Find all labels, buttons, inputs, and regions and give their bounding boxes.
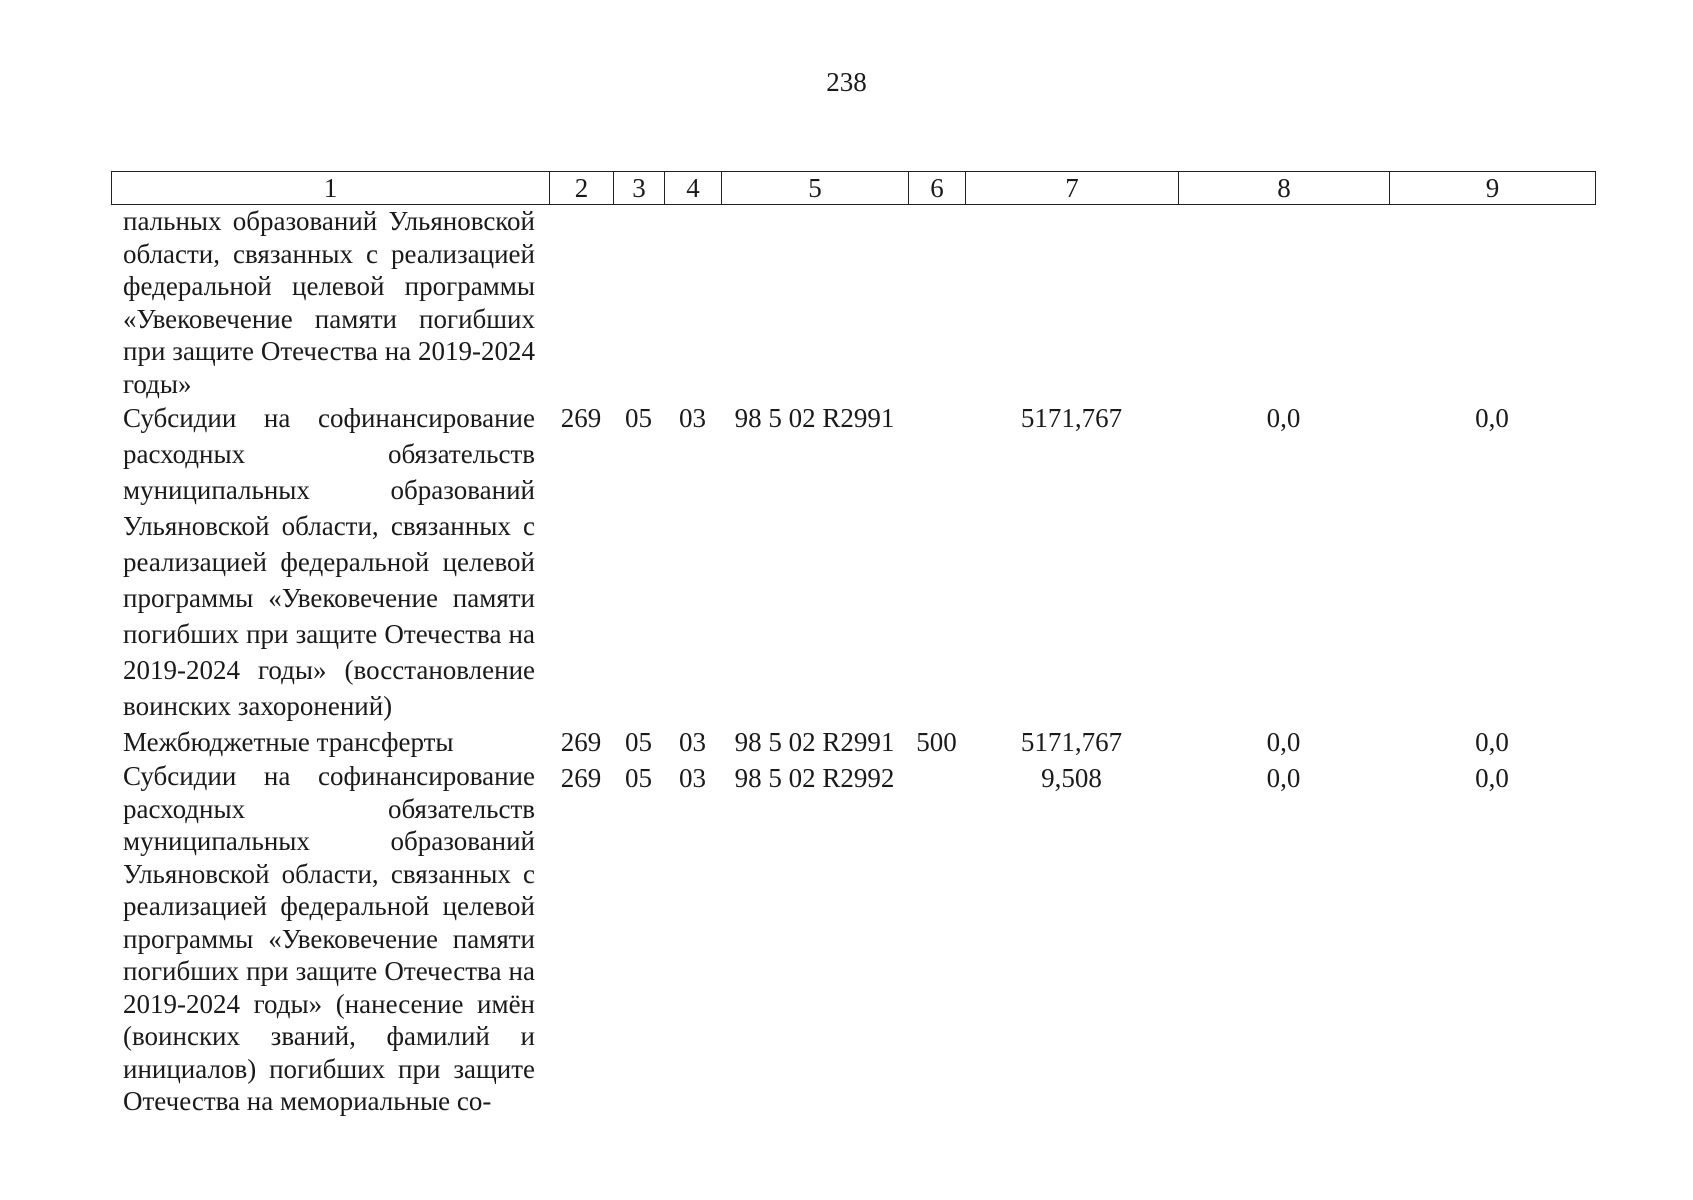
cell-section <box>613 205 664 400</box>
cell-amount-9 <box>1389 205 1595 400</box>
cell-ministry: 269 <box>560 403 602 433</box>
cell-section: 05 <box>625 727 652 757</box>
cell-target-article: 98 5 02 R2991 <box>734 403 895 433</box>
column-header-7: 7 <box>966 172 1179 205</box>
column-header-4: 4 <box>665 172 722 205</box>
cell-section: 05 <box>625 403 652 433</box>
cell-target-article <box>721 205 908 400</box>
cell-expense-type: 500 <box>916 727 957 757</box>
cell-target-article: 98 5 02 R2992 <box>734 763 895 793</box>
cell-subsection <box>664 205 721 400</box>
cell-target-article: 98 5 02 R2991 <box>734 727 895 757</box>
cell-amount-8: 0,0 <box>1266 403 1301 433</box>
cell-subsection: 03 <box>679 403 706 433</box>
column-header-5: 5 <box>722 172 909 205</box>
cell-amount-8: 0,0 <box>1266 727 1301 757</box>
cell-amount-9: 0,0 <box>1475 403 1509 433</box>
page-number: 238 <box>826 67 867 97</box>
cell-amount-8: 0,0 <box>1266 763 1301 793</box>
row-name: Субсидии на софинансирование расходных обязательств муниципальных образований Ульяновской области, связанных с реализацией федеральной целевой программы «Увековечение памяти погибших при защите Отечества на 2019-2024 годы» (нанесение имён (воинских званий, фамилий и инициалов) погибших при защите Отечества на мемориальные со- <box>123 761 535 1116</box>
row-name: пальных образований Ульяновской области, связанных с реализацией федеральной целевой программы «Увековечение памяти погибших при защите Отечества на 2019-2024 годы» <box>123 206 535 399</box>
table-row <box>111 400 1595 724</box>
row-name: Субсидии на софинансирование расходных обязательств муниципальных образований Ульяновской области, связанных с реализацией федеральной целевой программы «Увековечение памяти погибших при защите Отечества на 2019-2024 годы» (восстановление воинских захоронений) <box>123 403 535 721</box>
column-header-6: 6 <box>909 172 966 205</box>
column-header-3: 3 <box>614 172 665 205</box>
table-header <box>111 171 1596 205</box>
cell-amount-8 <box>1178 205 1389 400</box>
cell-ministry <box>549 205 613 400</box>
table-row <box>111 760 1595 1118</box>
cell-amount-7: 5171,767 <box>1020 727 1123 757</box>
column-header-9: 9 <box>1390 172 1596 205</box>
cell-amount-7 <box>965 205 1178 400</box>
table-row <box>111 724 1595 760</box>
table-row <box>111 205 1595 400</box>
cell-section: 05 <box>625 763 652 793</box>
column-header-8: 8 <box>1179 172 1390 205</box>
cell-subsection: 03 <box>679 763 706 793</box>
table-body <box>111 205 1595 1118</box>
column-header-2: 2 <box>550 172 614 205</box>
cell-expense-type <box>908 205 965 400</box>
cell-amount-7: 5171,767 <box>1020 403 1123 433</box>
column-header-1: 1 <box>112 172 550 205</box>
cell-ministry: 269 <box>560 727 602 757</box>
cell-expense-type <box>908 760 965 1118</box>
cell-amount-9: 0,0 <box>1475 763 1509 793</box>
cell-ministry: 269 <box>560 763 602 793</box>
cell-expense-type <box>908 400 965 724</box>
cell-amount-7: 9,508 <box>1041 763 1102 793</box>
cell-subsection: 03 <box>679 727 706 757</box>
row-name: Межбюджетные трансферты <box>123 727 454 757</box>
cell-amount-9: 0,0 <box>1475 727 1509 757</box>
